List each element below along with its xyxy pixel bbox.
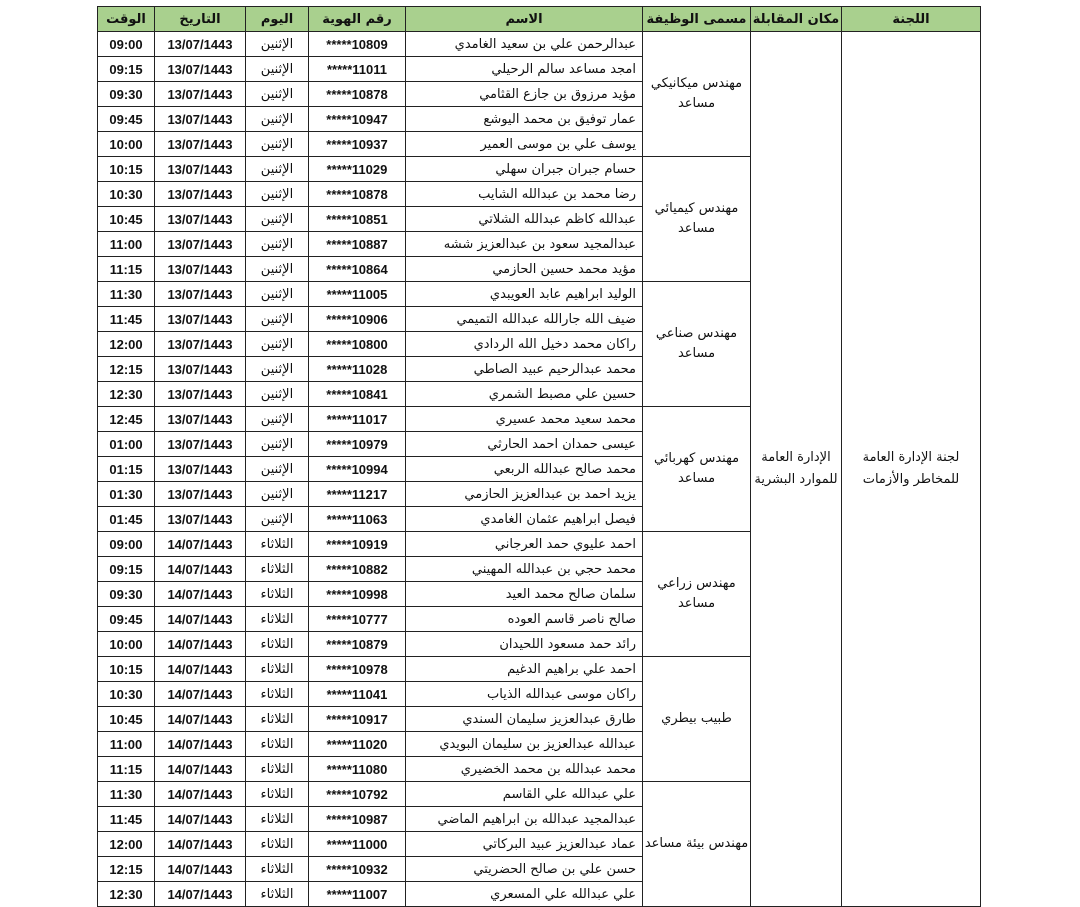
- id-cell: 10947*****: [309, 107, 406, 132]
- name-cell: عماد عبدالعزيز عبيد البركاتي: [406, 832, 643, 857]
- time-cell: 09:30: [98, 582, 155, 607]
- time-cell: 11:00: [98, 232, 155, 257]
- id-cell: 10979*****: [309, 432, 406, 457]
- day-cell: الثلاثاء: [246, 782, 309, 807]
- id-cell: 10851*****: [309, 207, 406, 232]
- id-cell: 10917*****: [309, 707, 406, 732]
- name-cell: يزيد احمد بن عبدالعزيز الحازمي: [406, 482, 643, 507]
- day-cell: الإثنين: [246, 157, 309, 182]
- time-cell: 09:00: [98, 32, 155, 57]
- id-cell: 10878*****: [309, 182, 406, 207]
- id-cell: 11041*****: [309, 682, 406, 707]
- day-cell: الثلاثاء: [246, 582, 309, 607]
- day-cell: الإثنين: [246, 282, 309, 307]
- date-cell: 13/07/1443: [155, 382, 246, 407]
- name-cell: حسن علي بن صالح الحضريتي: [406, 857, 643, 882]
- id-cell: 11029*****: [309, 157, 406, 182]
- day-cell: الإثنين: [246, 207, 309, 232]
- name-cell: راكان موسى عبدالله الذياب: [406, 682, 643, 707]
- time-cell: 10:30: [98, 682, 155, 707]
- id-cell: 10879*****: [309, 632, 406, 657]
- id-cell: 10937*****: [309, 132, 406, 157]
- id-cell: 10919*****: [309, 532, 406, 557]
- id-cell: 10864*****: [309, 257, 406, 282]
- day-cell: الثلاثاء: [246, 807, 309, 832]
- date-cell: 13/07/1443: [155, 432, 246, 457]
- date-cell: 13/07/1443: [155, 307, 246, 332]
- id-cell: 10792*****: [309, 782, 406, 807]
- id-cell: 10906*****: [309, 307, 406, 332]
- day-cell: الإثنين: [246, 257, 309, 282]
- name-cell: عيسى حمدان احمد الحارثي: [406, 432, 643, 457]
- date-cell: 13/07/1443: [155, 507, 246, 532]
- time-cell: 09:45: [98, 107, 155, 132]
- time-cell: 12:00: [98, 832, 155, 857]
- name-cell: محمد عبدالرحيم عبيد الصاطي: [406, 357, 643, 382]
- time-cell: 01:45: [98, 507, 155, 532]
- date-cell: 13/07/1443: [155, 407, 246, 432]
- date-cell: 14/07/1443: [155, 682, 246, 707]
- day-cell: الثلاثاء: [246, 707, 309, 732]
- id-cell: 10809*****: [309, 32, 406, 57]
- header-row: [98, 7, 981, 32]
- time-cell: 12:45: [98, 407, 155, 432]
- date-cell: 13/07/1443: [155, 32, 246, 57]
- day-cell: الإثنين: [246, 382, 309, 407]
- time-cell: 11:45: [98, 307, 155, 332]
- day-cell: الإثنين: [246, 407, 309, 432]
- day-cell: الإثنين: [246, 332, 309, 357]
- name-cell: عبدالله عبدالعزيز بن سليمان البويدي: [406, 732, 643, 757]
- name-cell: محمد سعيد محمد عسيري: [406, 407, 643, 432]
- time-cell: 10:30: [98, 182, 155, 207]
- job-title-cell: مهندس كيميائي مساعد: [643, 157, 751, 282]
- date-cell: 13/07/1443: [155, 357, 246, 382]
- time-cell: 09:15: [98, 57, 155, 82]
- id-cell: 10978*****: [309, 657, 406, 682]
- id-cell: 11007*****: [309, 882, 406, 907]
- job-title-cell: مهندس صناعي مساعد: [643, 282, 751, 407]
- time-cell: 10:45: [98, 707, 155, 732]
- date-cell: 13/07/1443: [155, 107, 246, 132]
- interview-place-cell: الإدارة العامة للموارد البشرية: [751, 32, 842, 907]
- date-cell: 14/07/1443: [155, 707, 246, 732]
- id-cell: 10882*****: [309, 557, 406, 582]
- name-cell: رائد حمد مسعود اللحيدان: [406, 632, 643, 657]
- name-cell: سلمان صالح محمد العيد: [406, 582, 643, 607]
- header-id: رقم الهوية: [309, 7, 406, 32]
- name-cell: حسين علي مصبط الشمري: [406, 382, 643, 407]
- name-cell: محمد عبدالله بن محمد الخضيري: [406, 757, 643, 782]
- date-cell: 14/07/1443: [155, 657, 246, 682]
- id-cell: 10841*****: [309, 382, 406, 407]
- time-cell: 12:15: [98, 857, 155, 882]
- id-cell: 10878*****: [309, 82, 406, 107]
- name-cell: امجد مساعد سالم الرحيلي: [406, 57, 643, 82]
- table-body: [98, 32, 981, 907]
- id-cell: 10994*****: [309, 457, 406, 482]
- date-cell: 14/07/1443: [155, 557, 246, 582]
- day-cell: الثلاثاء: [246, 857, 309, 882]
- day-cell: الإثنين: [246, 132, 309, 157]
- name-cell: عبدالمجيد سعود بن عبدالعزيز ششه: [406, 232, 643, 257]
- time-cell: 01:00: [98, 432, 155, 457]
- interview-schedule-table: [97, 6, 981, 907]
- name-cell: الوليد ابراهيم عابد العويبدي: [406, 282, 643, 307]
- id-cell: 11017*****: [309, 407, 406, 432]
- day-cell: الثلاثاء: [246, 732, 309, 757]
- name-cell: فيصل ابراهيم عثمان الغامدي: [406, 507, 643, 532]
- name-cell: يوسف علي بن موسى العمير: [406, 132, 643, 157]
- day-cell: الإثنين: [246, 232, 309, 257]
- name-cell: عبدالمجيد عبدالله بن ابراهيم الماضي: [406, 807, 643, 832]
- time-cell: 10:00: [98, 132, 155, 157]
- day-cell: الثلاثاء: [246, 757, 309, 782]
- day-cell: الإثنين: [246, 307, 309, 332]
- date-cell: 14/07/1443: [155, 757, 246, 782]
- header-place: مكان المقابلة: [751, 7, 842, 32]
- time-cell: 10:15: [98, 157, 155, 182]
- name-cell: راكان محمد دخيل الله الردادي: [406, 332, 643, 357]
- day-cell: الإثنين: [246, 482, 309, 507]
- date-cell: 14/07/1443: [155, 532, 246, 557]
- id-cell: 10987*****: [309, 807, 406, 832]
- name-cell: عبدالرحمن علي بن سعيد الغامدي: [406, 32, 643, 57]
- time-cell: 10:45: [98, 207, 155, 232]
- day-cell: الإثنين: [246, 107, 309, 132]
- day-cell: الثلاثاء: [246, 657, 309, 682]
- time-cell: 01:30: [98, 482, 155, 507]
- day-cell: الإثنين: [246, 432, 309, 457]
- time-cell: 12:00: [98, 332, 155, 357]
- header-name: الاسم: [406, 7, 643, 32]
- time-cell: 11:30: [98, 282, 155, 307]
- name-cell: طارق عبدالعزيز سليمان السندي: [406, 707, 643, 732]
- name-cell: علي عبدالله علي المسعري: [406, 882, 643, 907]
- id-cell: 11011*****: [309, 57, 406, 82]
- time-cell: 12:15: [98, 357, 155, 382]
- id-cell: 11080*****: [309, 757, 406, 782]
- name-cell: مؤيد مرزوق بن جازع القثامي: [406, 82, 643, 107]
- id-cell: 11000*****: [309, 832, 406, 857]
- time-cell: 12:30: [98, 382, 155, 407]
- day-cell: الإثنين: [246, 182, 309, 207]
- day-cell: الإثنين: [246, 32, 309, 57]
- time-cell: 11:15: [98, 757, 155, 782]
- day-cell: الإثنين: [246, 57, 309, 82]
- header-committee: اللجنة: [842, 7, 981, 32]
- name-cell: عبدالله كاظم عبدالله الشلاتي: [406, 207, 643, 232]
- header-date: التاريخ: [155, 7, 246, 32]
- date-cell: 13/07/1443: [155, 157, 246, 182]
- time-cell: 11:45: [98, 807, 155, 832]
- time-cell: 12:30: [98, 882, 155, 907]
- name-cell: محمد صالح عبدالله الربعي: [406, 457, 643, 482]
- table-row: [98, 32, 981, 57]
- header-job: مسمى الوظيفة: [643, 7, 751, 32]
- day-cell: الإثنين: [246, 507, 309, 532]
- date-cell: 13/07/1443: [155, 282, 246, 307]
- time-cell: 09:30: [98, 82, 155, 107]
- day-cell: الثلاثاء: [246, 632, 309, 657]
- name-cell: علي عبدالله علي القاسم: [406, 782, 643, 807]
- time-cell: 11:00: [98, 732, 155, 757]
- time-cell: 09:45: [98, 607, 155, 632]
- day-cell: الثلاثاء: [246, 557, 309, 582]
- date-cell: 14/07/1443: [155, 607, 246, 632]
- date-cell: 14/07/1443: [155, 632, 246, 657]
- day-cell: الإثنين: [246, 82, 309, 107]
- date-cell: 14/07/1443: [155, 807, 246, 832]
- name-cell: عمار توفيق بن محمد اليوشع: [406, 107, 643, 132]
- date-cell: 14/07/1443: [155, 882, 246, 907]
- day-cell: الثلاثاء: [246, 532, 309, 557]
- name-cell: محمد حجي بن عبدالله المهيني: [406, 557, 643, 582]
- day-cell: الثلاثاء: [246, 607, 309, 632]
- day-cell: الثلاثاء: [246, 682, 309, 707]
- id-cell: 11217*****: [309, 482, 406, 507]
- name-cell: احمد علي براهيم الدغيم: [406, 657, 643, 682]
- id-cell: 10932*****: [309, 857, 406, 882]
- date-cell: 13/07/1443: [155, 207, 246, 232]
- date-cell: 13/07/1443: [155, 82, 246, 107]
- date-cell: 14/07/1443: [155, 782, 246, 807]
- name-cell: صالح ناصر قاسم العوده: [406, 607, 643, 632]
- job-title-cell: مهندس كهربائي مساعد: [643, 407, 751, 532]
- job-title-cell: مهندس زراعي مساعد: [643, 532, 751, 657]
- header-day: اليوم: [246, 7, 309, 32]
- date-cell: 13/07/1443: [155, 332, 246, 357]
- day-cell: الثلاثاء: [246, 882, 309, 907]
- name-cell: ضيف الله جارالله عبدالله التميمي: [406, 307, 643, 332]
- id-cell: 11028*****: [309, 357, 406, 382]
- date-cell: 14/07/1443: [155, 732, 246, 757]
- date-cell: 14/07/1443: [155, 582, 246, 607]
- date-cell: 13/07/1443: [155, 457, 246, 482]
- id-cell: 11005*****: [309, 282, 406, 307]
- day-cell: الإثنين: [246, 457, 309, 482]
- time-cell: 11:30: [98, 782, 155, 807]
- time-cell: 11:15: [98, 257, 155, 282]
- date-cell: 13/07/1443: [155, 257, 246, 282]
- date-cell: 14/07/1443: [155, 857, 246, 882]
- name-cell: حسام جبران جبران سهلي: [406, 157, 643, 182]
- id-cell: 10998*****: [309, 582, 406, 607]
- job-title-cell: طبيب بيطري: [643, 657, 751, 782]
- date-cell: 13/07/1443: [155, 132, 246, 157]
- time-cell: 10:15: [98, 657, 155, 682]
- job-title-cell: مهندس ميكانيكي مساعد: [643, 32, 751, 157]
- date-cell: 14/07/1443: [155, 832, 246, 857]
- name-cell: مؤيد محمد حسين الحازمي: [406, 257, 643, 282]
- day-cell: الإثنين: [246, 357, 309, 382]
- date-cell: 13/07/1443: [155, 232, 246, 257]
- date-cell: 13/07/1443: [155, 57, 246, 82]
- id-cell: 10887*****: [309, 232, 406, 257]
- date-cell: 13/07/1443: [155, 482, 246, 507]
- job-title-cell: مهندس بيئة مساعد: [643, 782, 751, 907]
- committee-cell: لجنة الإدارة العامة للمخاطر والأزمات: [842, 32, 981, 907]
- id-cell: 10777*****: [309, 607, 406, 632]
- header-time: الوقت: [98, 7, 155, 32]
- id-cell: 11063*****: [309, 507, 406, 532]
- time-cell: 09:00: [98, 532, 155, 557]
- date-cell: 13/07/1443: [155, 182, 246, 207]
- time-cell: 01:15: [98, 457, 155, 482]
- name-cell: احمد عليوي حمد العرجاني: [406, 532, 643, 557]
- name-cell: رضا محمد بن عبدالله الشايب: [406, 182, 643, 207]
- time-cell: 10:00: [98, 632, 155, 657]
- day-cell: الثلاثاء: [246, 832, 309, 857]
- time-cell: 09:15: [98, 557, 155, 582]
- id-cell: 11020*****: [309, 732, 406, 757]
- id-cell: 10800*****: [309, 332, 406, 357]
